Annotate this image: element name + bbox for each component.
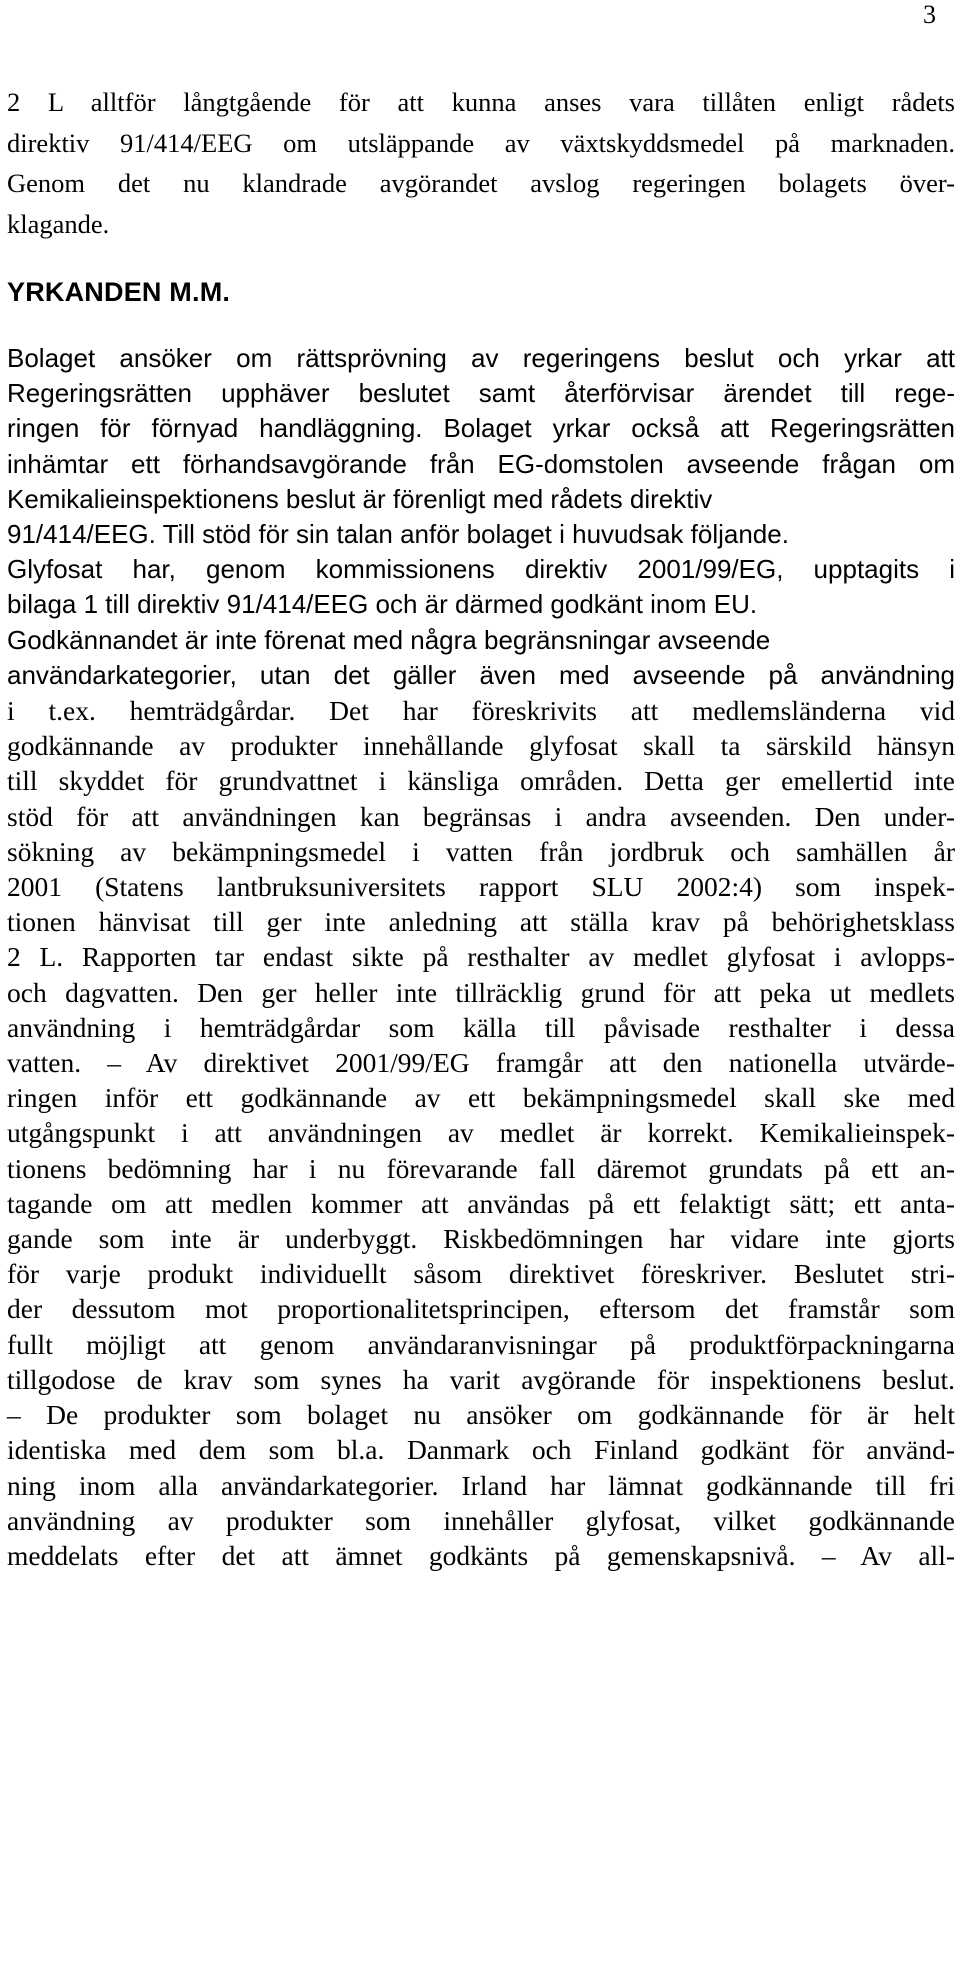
intro-line: klagande.: [7, 208, 110, 239]
section-heading: YRKANDEN M.M.: [7, 277, 231, 307]
body-line: ringen inför ett godkännande av ett bekämpningsmedel skall ske med: [7, 1082, 955, 1114]
body-line: utgångspunkt i att användningen av medlet är korrekt. Kemikalieinspek-: [7, 1117, 955, 1149]
body-line: gande som inte är underbyggt. Riskbedömningen har vidare inte gjorts: [7, 1223, 955, 1255]
intro-line: direktiv 91/414/EEG om utsläppande av växtskyddsmedel på marknaden.: [7, 127, 955, 158]
body-line: för varje produkt individuellt såsom direktivet föreskriver. Beslutet stri-: [7, 1258, 955, 1290]
body-line: stöd för att användningen kan begränsas i andra avseenden. Den under-: [7, 800, 955, 832]
body-line: godkännande av produkter innehållande glyfosat skall ta särskild hänsyn: [7, 730, 955, 762]
body-line: tillgodose de krav som synes ha varit avgörande för inspektionens beslut.: [7, 1363, 955, 1395]
body-line: användning i hemträdgårdar som källa till påvisade resthalter i dessa: [7, 1011, 955, 1043]
body-line: Glyfosat har, genom kommissionens direktiv 2001/99/EG, upptagits i: [7, 554, 955, 585]
body-line: inhämtar ett förhandsavgörande från EG-domstolen avseende frågan om: [7, 448, 955, 479]
body-line: 2 L. Rapporten tar endast sikte på resthalter av medlet glyfosat i avlopps-: [7, 941, 955, 973]
body-line: sökning av bekämpningsmedel i vatten från jordbruk och samhällen år: [7, 835, 955, 867]
body-line: Godkännandet är inte förenat med några begränsningar avseende: [7, 624, 771, 655]
intro-line: 2 L alltför långtgående för att kunna anses vara tillåten enligt rådets: [7, 87, 955, 117]
body-line: tionens bedömning har i nu förevarande fall däremot grundats på ett an-: [7, 1152, 955, 1184]
body-paragraph: [7, 341, 955, 1573]
body-line: ringen för förnyad handläggning. Bolaget yrkar också att Regeringsrätten: [7, 413, 955, 444]
body-line: Bolaget ansöker om rättsprövning av regeringens beslut och yrkar att: [7, 343, 955, 373]
body-line: användarkategorier, utan det gäller även med avseende på användning: [7, 659, 955, 690]
intro-line: Genom det nu klandrade avgörandet avslog regeringen bolagets över-: [7, 168, 955, 198]
body-line: i t.ex. hemträdgårdar. Det har föreskrivits att medlemsländerna vid: [7, 695, 955, 727]
body-line: der dessutom mot proportionalitetsprincipen, eftersom det framstår som: [7, 1293, 955, 1325]
body-line: fullt möjligt att genom användaranvisningar på produktförpackningarna: [7, 1328, 955, 1360]
body-line: Kemikalieinspektionens beslut är förenligt med rådets direktiv: [7, 483, 713, 514]
body-line: meddelats efter det att ämnet godkänts på gemenskapsnivå. – Av all-: [7, 1539, 955, 1571]
body-line: 91/414/EEG. Till stöd för sin talan anför bolaget i huvudsak följande.: [7, 519, 789, 550]
page-number: 3: [923, 0, 936, 29]
body-line: vatten. – Av direktivet 2001/99/EG framgår att den nationella utvärde-: [7, 1047, 955, 1079]
body-line: tionen hänvisat till ger inte anledning att ställa krav på behörighetsklass: [7, 906, 955, 938]
body-line: ning inom alla användarkategorier. Irland har lämnat godkännande till fri: [7, 1469, 955, 1501]
body-line: och dagvatten. Den ger heller inte tillräcklig grund för att peka ut medlets: [7, 976, 955, 1008]
body-line: tagande om att medlen kommer att användas på ett felaktigt sätt; ett anta-: [7, 1187, 955, 1219]
body-line: – De produkter som bolaget nu ansöker om godkännande för är helt: [7, 1399, 955, 1431]
body-line: användning av produkter som innehåller glyfosat, vilket godkännande: [7, 1504, 955, 1536]
document-body: [7, 82, 955, 1573]
intro-paragraph: [7, 82, 955, 244]
body-line: bilaga 1 till direktiv 91/414/EEG och är därmed godkänt inom EU.: [7, 589, 758, 620]
body-line: Regeringsrätten upphäver beslutet samt återförvisar ärendet till rege-: [7, 378, 955, 409]
body-line: 2001 (Statens lantbruksuniversitets rapport SLU 2002:4) som inspek-: [7, 871, 955, 903]
body-line: till skyddet för grundvattnet i känsliga områden. Detta ger emellertid inte: [7, 765, 955, 797]
body-line: identiska med dem som bl.a. Danmark och Finland godkänt för använd-: [7, 1434, 955, 1466]
